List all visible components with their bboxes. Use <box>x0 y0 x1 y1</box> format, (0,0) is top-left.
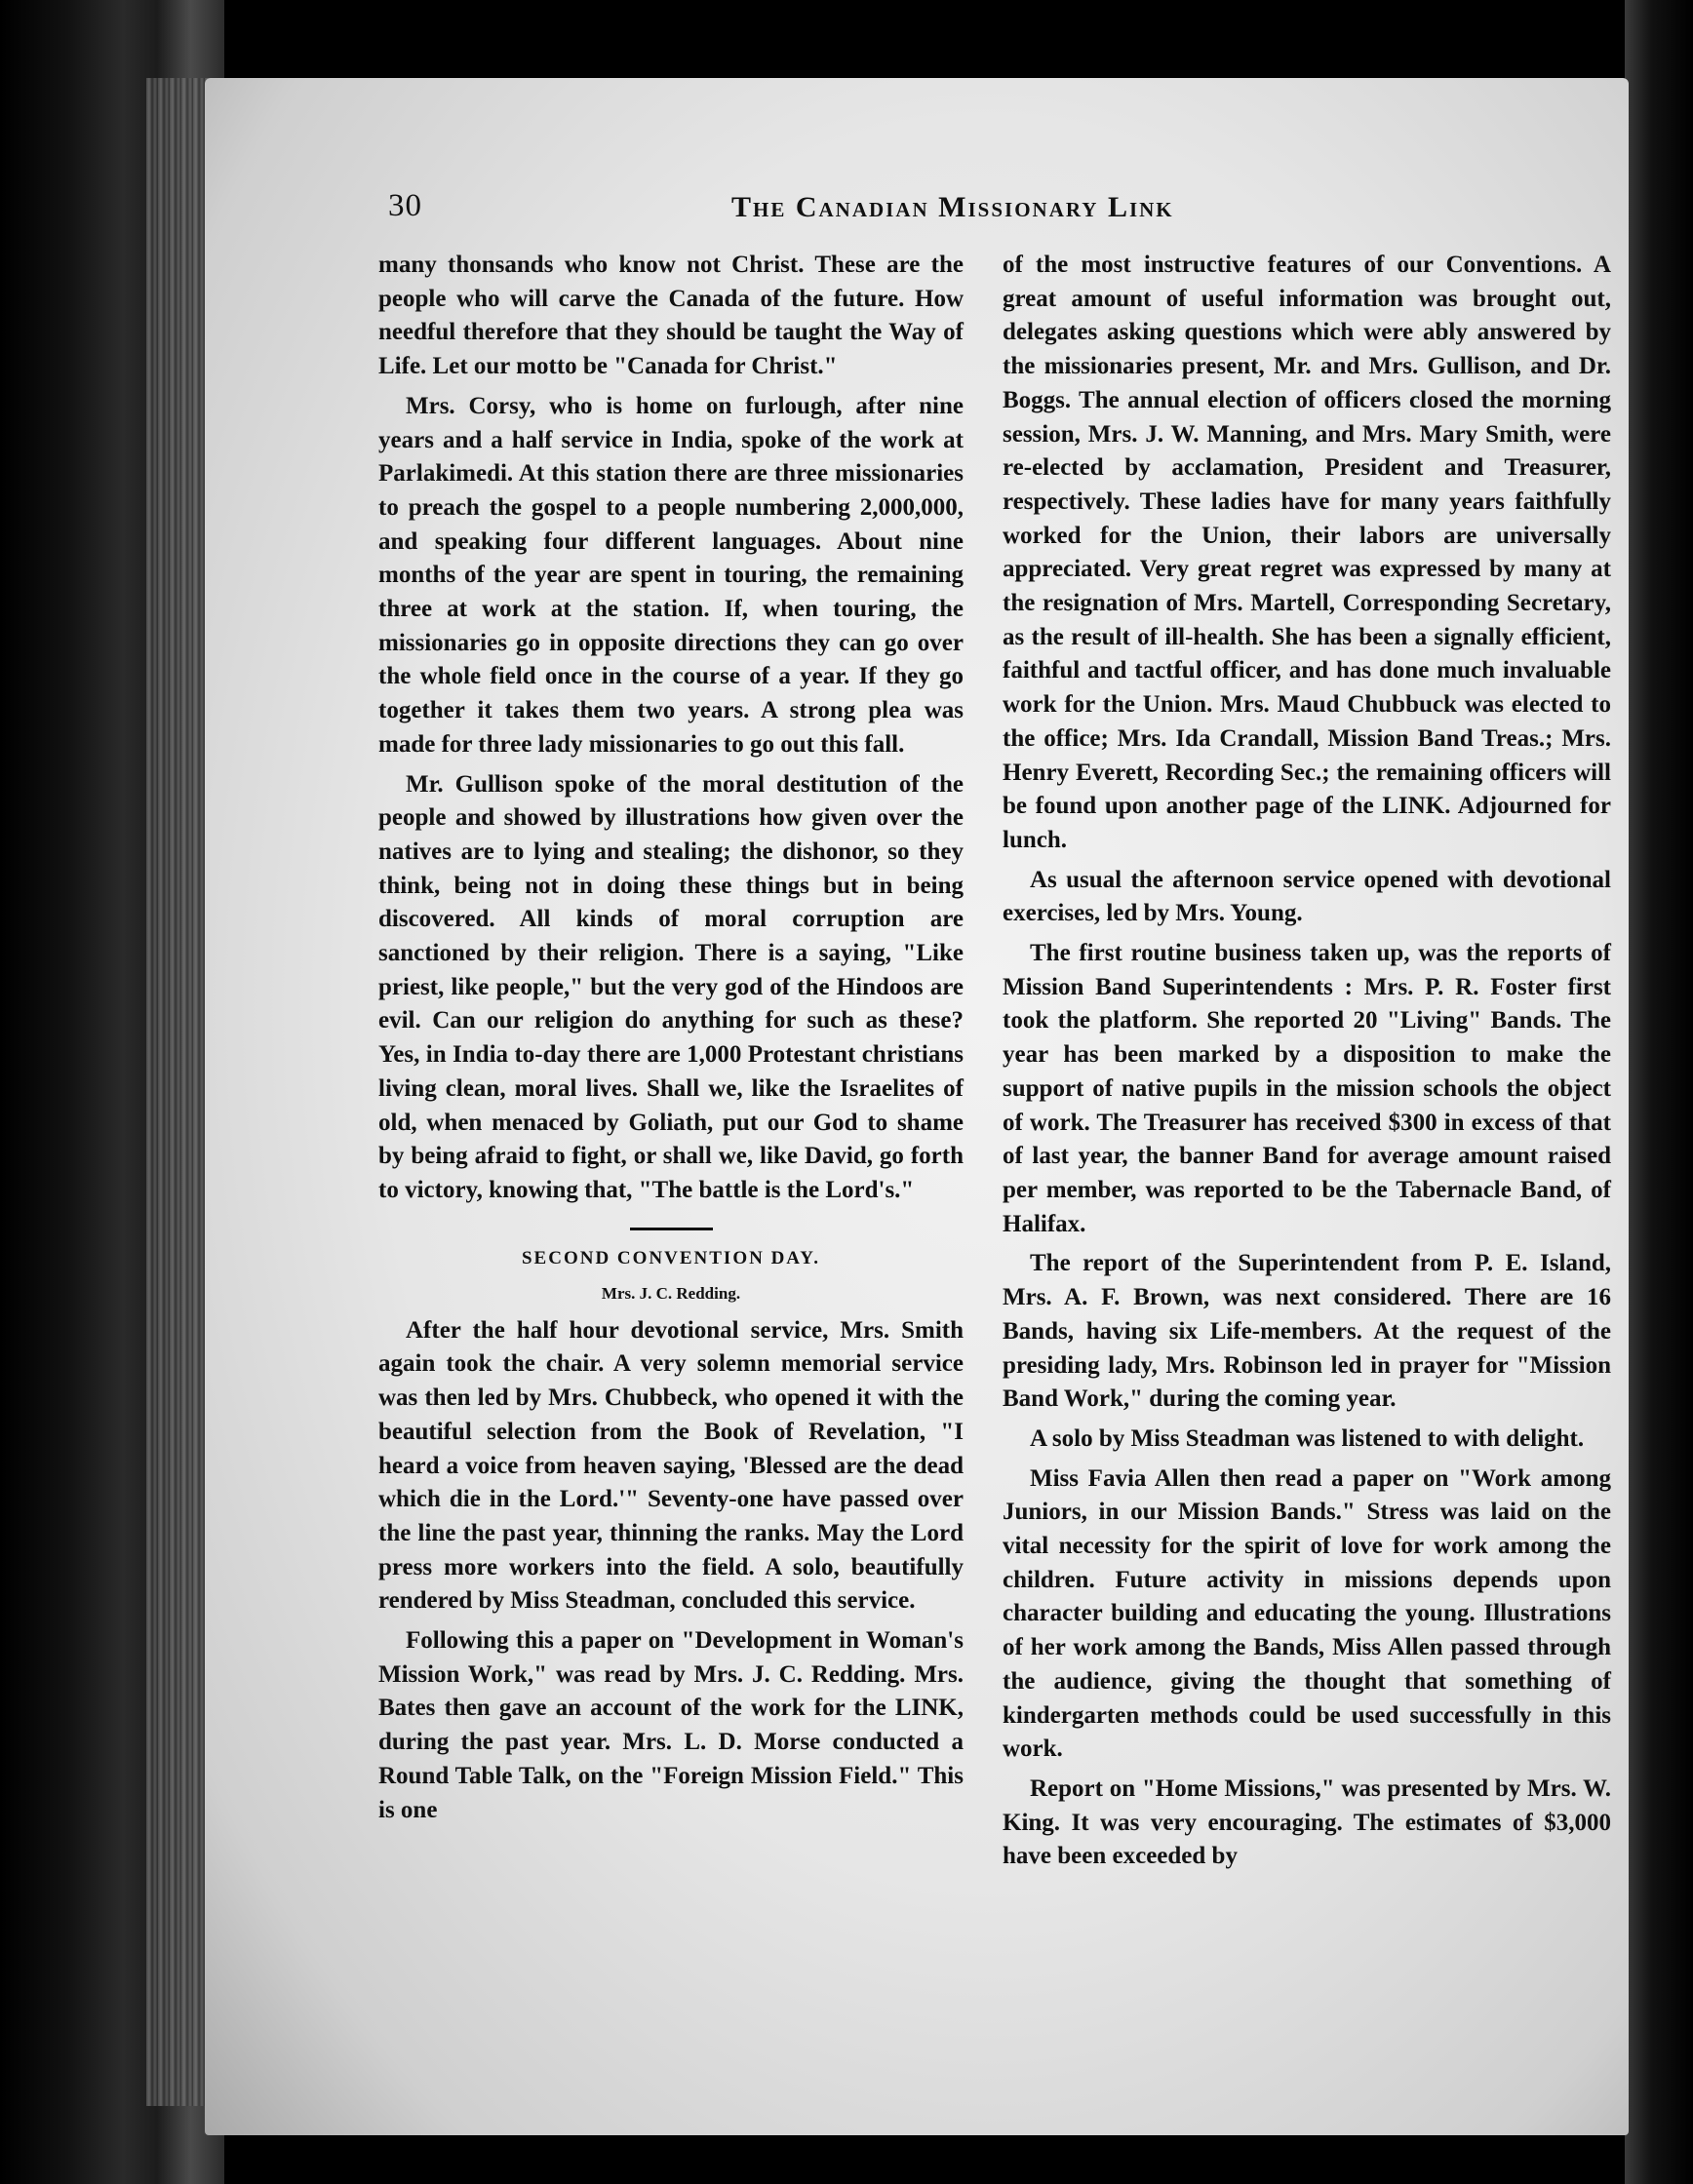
right-paragraph-2: As usual the afternoon service opened with devotional exercises, led by Mrs. Young. <box>1003 866 1611 927</box>
section-divider <box>630 1228 713 1230</box>
left-paragraph-1: many thonsands who know not Christ. These are the people who will carve the Canada of the future. How needful therefore that they should be taught the Way of Life. Let our motto be "Canada for Christ." <box>378 252 964 380</box>
section-byline: Mrs. J. C. Redding. <box>601 1283 741 1303</box>
running-title: The Canadian Missionary Link <box>731 191 1174 223</box>
right-paragraph-6: Miss Favia Allen then read a paper on "Work among Juniors, in our Mission Bands." Stress was laid on the vital necessity for the spirit of love for work among the children. Future activity in missions depends upon character building and educating the young. Illustrations of her work among the Bands, Miss Allen passed through the audience, giving the thought that something of kindergarten methods could be used successfully in this work. <box>1003 1464 1611 1763</box>
left-paragraph-2: Mrs. Corsy, who is home on furlough, after nine years and a half service in India, spoke of the work at Parlakimedi. At this station there are three missionaries to preach the gospel to a people numbering 2,000,000, and speaking four different languages. About nine months of the year are spent in touring, the remaining three at work at the station. If, when touring, the missionaries go in opposite directions they can go over the whole field once in the course of a year. If they go together it takes them two years. A strong plea was made for three lady missionaries to go out this fall. <box>378 392 964 758</box>
left-paragraph-3: Mr. Gullison spoke of the moral destitution of the people and showed by illustrations how given over the natives are to lying and stealing; the dishonor, so they think, being not in doing these things but in being discovered. All kinds of moral corruption are sanctioned by their religion. There is a saying, "Like priest, like people," but the very god of the Hindoos are evil. Can our religion do anything for such as these? Yes, in India to-day there are 1,000 Protestant christians living clean, moral lives. Shall we, like the Israelites of old, when menaced by Goliath, put our God to shame by being afraid to fight, or shall we, like David, go forth to victory, knowing that, "The battle is the Lord's." <box>378 770 964 1203</box>
right-paragraph-3: The first routine business taken up, was the reports of Mission Band Superintendents : Mrs. P. R. Foster first took the platform. She reported 20 "Living" Bands. The year has been marked by a disposition to make the support of native pupils in the mission schools the object of work. The Treasurer has received $300 in excess of that of last year, the banner Band for average amount raised per member, was reported to be the Tabernacle Band, of Halifax. <box>1003 940 1611 1237</box>
section-title: SECOND CONVENTION DAY. <box>521 1247 820 1268</box>
book-page <box>205 78 1629 2135</box>
right-paragraph-4: The report of the Superintendent from P. E. Island, Mrs. A. F. Brown, was next considered. There are 16 Bands, having six Life-members. At the request of the presiding lady, Mrs. Robinson led in prayer for "Mission Band Work," during the coming year. <box>1003 1250 1611 1413</box>
page-number: 30 <box>388 188 422 223</box>
right-binding-edge <box>1625 0 1693 2184</box>
page-content <box>205 78 1629 2135</box>
right-paragraph-1: of the most instructive features of our Conventions. A great amount of useful information was brought out, delegates asking questions which were ably answered by the missionaries present, Mr. and Mrs. Gullison, and Dr. Boggs. The annual election of officers closed the morning session, Mrs. J. W. Manning, and Mrs. Mary Smith, were re-elected by acclamation, President and Treasurer, respectively. These ladies have for many years faithfully worked for the Union, their labors are universally appreciated. Very great regret was expressed by many at the resignation of Mrs. Martell, Corresponding Secretary, as the result of ill-health. She has been a signally efficient, faithful and tactful officer, and has done much invaluable work for the Union. Mrs. Maud Chubbuck was elected to the office; Mrs. Ida Crandall, Mission Band Treas.; Mrs. Henry Everett, Recording Sec.; the remaining officers will be found upon another page of the LINK. Adjourned for lunch. <box>1003 252 1611 853</box>
left-paragraph-4: After the half hour devotional service, Mrs. Smith again took the chair. A very solemn memorial service was then led by Mrs. Chubbeck, who opened it with the beautiful selection from the Book of Revelation, "I heard a voice from heaven saying, 'Blessed are the dead which die in the Lord.'" Seventy-one have passed over the line the past year, thinning the ranks. May the Lord press more workers into the field. A solo, beautifully rendered by Miss Steadman, concluded this service. <box>378 1316 964 1615</box>
right-column <box>1003 249 1611 1874</box>
right-paragraph-7: Report on "Home Missions," was presented by Mrs. W. King. It was very encouraging. The estimates of $3,000 have been exceeded by <box>1003 1774 1611 1870</box>
left-column <box>378 249 964 1827</box>
right-paragraph-5: A solo by Miss Steadman was listened to with delight. <box>1030 1424 1585 1452</box>
left-paragraph-5: Following this a paper on "Development in Woman's Mission Work," was read by Mrs. J. C. Redding. Mrs. Bates then gave an account of the work for the LINK, during the past year. Mrs. L. D. Morse conducted a Round Table Talk, on the "Foreign Mission Field." This is one <box>378 1627 964 1823</box>
